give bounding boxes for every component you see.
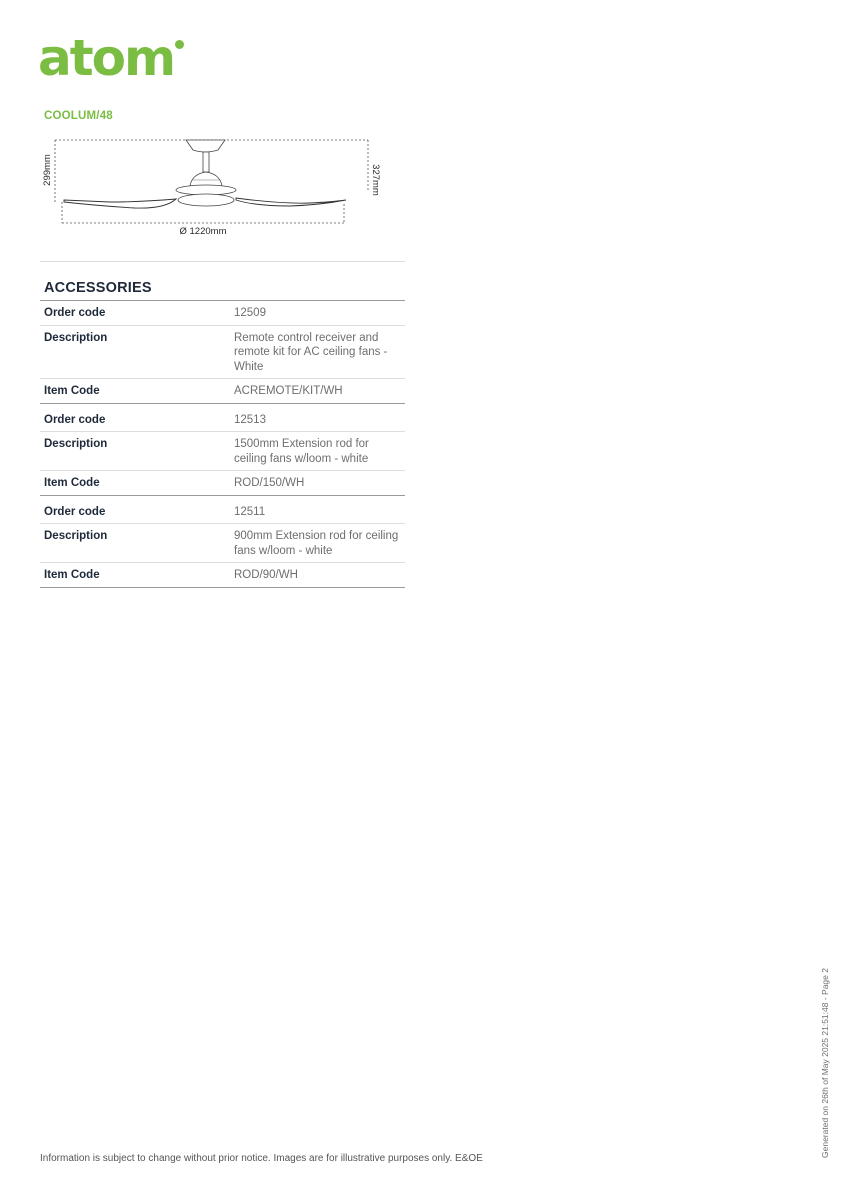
description-label: Description xyxy=(44,438,108,450)
height-left-label: 299mm xyxy=(42,154,53,186)
section-divider xyxy=(40,261,405,262)
diameter-label: Ø 1220mm xyxy=(179,226,227,237)
item-code-label: Item Code xyxy=(44,385,100,397)
table-row xyxy=(40,301,405,326)
description-label: Description xyxy=(44,331,108,344)
table-row xyxy=(40,496,405,525)
table-row xyxy=(40,563,405,588)
item-code-label: Item Code xyxy=(44,477,100,489)
table-row xyxy=(40,379,405,404)
brand-logo xyxy=(38,30,184,86)
item-code-value: ACREMOTE/KIT/WH xyxy=(234,385,343,397)
logo-dot-icon xyxy=(175,40,184,49)
item-code-value: ROD/90/WH xyxy=(234,569,298,581)
description-value: 1500mm Extension rod for ceiling fans w/loom - white xyxy=(234,438,369,465)
table-row xyxy=(40,404,405,433)
table-row xyxy=(40,432,405,471)
accessories-title: ACCESSORIES xyxy=(44,280,152,296)
fan-dimension-diagram xyxy=(40,136,390,246)
order-code-label: Order code xyxy=(44,505,106,518)
logo-wordmark: atom xyxy=(38,29,175,87)
order-code-label: Order code xyxy=(44,307,106,319)
item-code-value: ROD/150/WH xyxy=(234,477,305,489)
order-code-label: Order code xyxy=(44,413,106,426)
order-code-value: 12511 xyxy=(234,505,266,518)
description-label: Description xyxy=(44,530,108,542)
description-value: Remote control receiver and remote kit for AC ceiling fans - White xyxy=(234,331,388,373)
accessories-table xyxy=(40,300,405,588)
table-row xyxy=(40,471,405,496)
table-row xyxy=(40,524,405,563)
order-code-value: 12509 xyxy=(234,307,266,319)
description-value: 900mm Extension rod for ceiling fans w/loom - white xyxy=(234,530,399,557)
footer-disclaimer: Information is subject to change without prior notice. Images are for illustrative purposes only. E&OE xyxy=(40,1153,483,1164)
table-row xyxy=(40,326,405,380)
height-right-label: 327mm xyxy=(370,164,381,196)
product-model: COOLUM/48 xyxy=(44,110,113,122)
generated-note: Generated on 26th of May 2025 21:51:48 - Page 2 xyxy=(820,968,830,1158)
order-code-value: 12513 xyxy=(234,413,266,426)
item-code-label: Item Code xyxy=(44,569,100,581)
